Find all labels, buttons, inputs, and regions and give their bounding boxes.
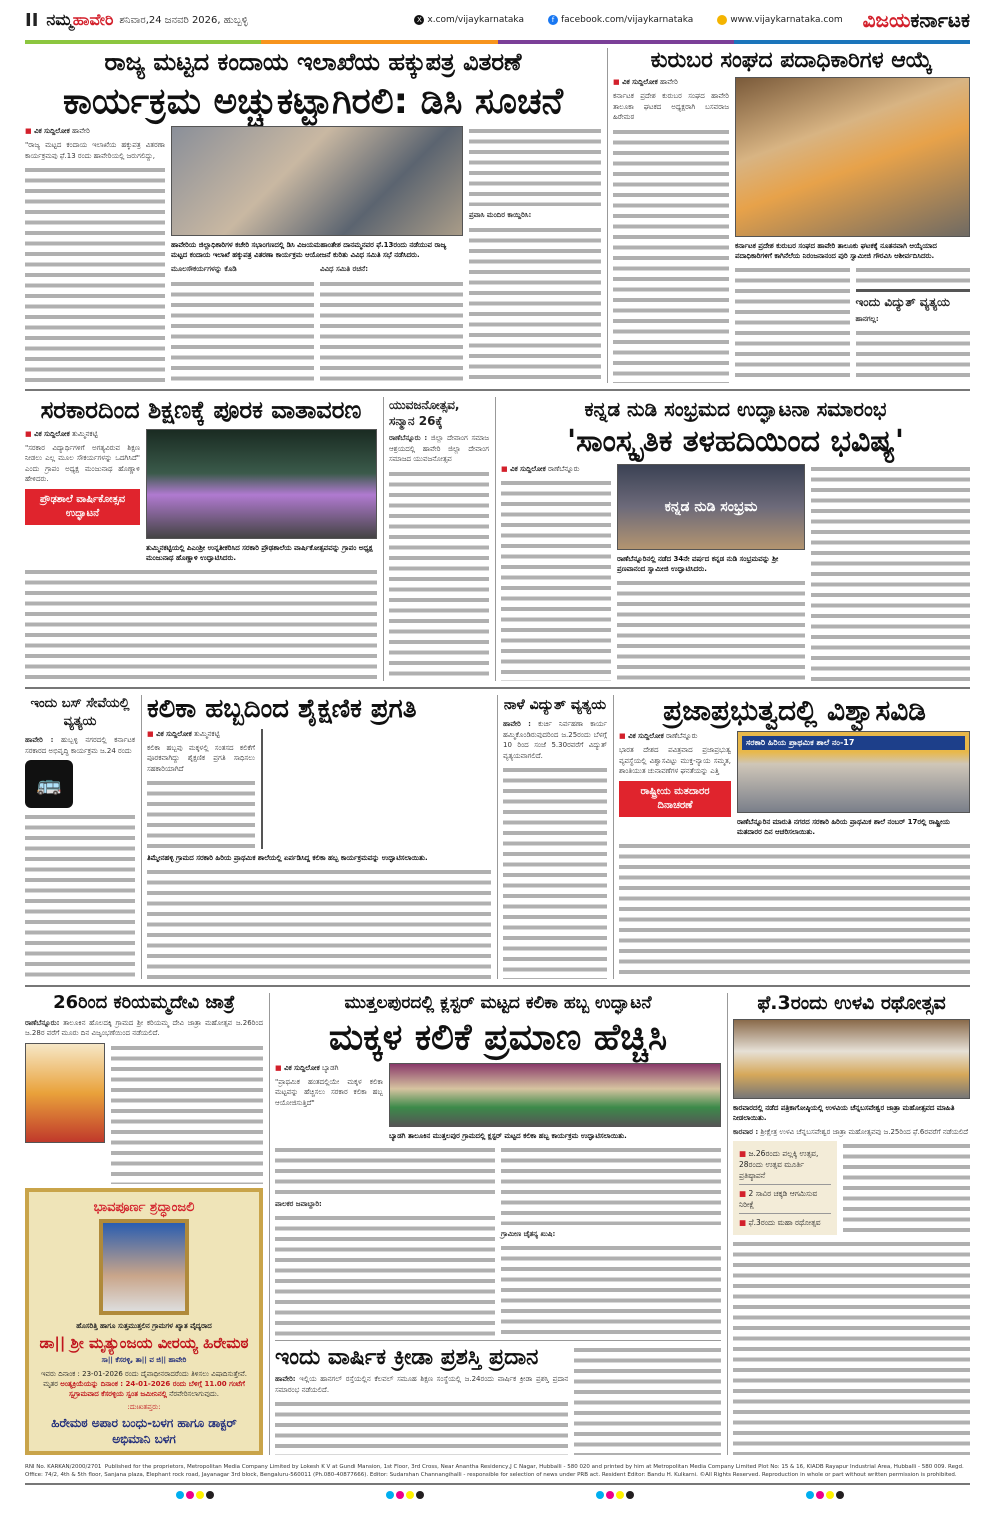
story4-lead: ಜಿಲ್ಲಾ ದೇವಾಂಗ ಸಮಾಜ ಆಶ್ರಯದಲ್ಲಿ ಹಾವೇರಿ ಜಿಲ್ಲಾ ದೇವಾಂಗ ಸಮಾಜದ ಯುವಜನೋತ್ಸವ	[389, 434, 489, 463]
story7-photo	[261, 729, 263, 849]
story1-subhead1: ಮೂಲಸೌಕರ್ಯಗಳನ್ನು ಕೊಡಿ	[171, 265, 237, 274]
story8-headline: ನಾಳೆ ವಿದ್ಯುತ್ ವ್ಯತ್ಯಯ	[503, 697, 607, 713]
story11	[269, 993, 721, 1455]
story9-photo	[737, 731, 970, 813]
section-rule	[25, 985, 970, 987]
story13-lead-text: ಶ್ರೀಕ್ಷೇತ್ರ ಉಳವಿ ಚೆನ್ನಬಸವೇಶ್ವರ ಜಾತ್ರಾ ಮಹೋತ್ಸವವು ಜ.25ರಿಂದ ಫೆ.6ರವರೆಗೆ ನಡೆಯಲಿದೆ	[760, 1127, 969, 1136]
story11-byline	[275, 1063, 383, 1073]
story10	[25, 993, 263, 1455]
story1-caption: ಹಾವೇರಿಯ ಜಿಲ್ಲಾಧಿಕಾರಿಗಳ ಕಚೇರಿ ಸಭಾಂಗಣದಲ್ಲಿ ಡಿಸಿ ವಿಜಯಮಹಾಂತೇಶ ದಾನಮ್ಮನವರ ಫೆ.13ರಂದು ನಡೆಯುವ ರಾಜ್ಯ ಮಟ್ಟದ ಕಂದಾಯ ಇಲಾಖೆ ಹಕ್ಕುಪತ್ರ ವಿತರಣಾ ಕಾರ್ಯಕ್ರಮ ಆಯೋಜನೆ ಕುರಿತು ವಿವಿಧ ಸಮಿತಿ ಸಭೆ ನಡೆಸಿದರು.	[171, 241, 447, 260]
mourners-names: ಹಿರೇಮಠ ಅಪಾರ ಬಂಧು-ಬಳಗ ಹಾಗೂ ಡಾಕ್ಟರ್ ಅಭಿಮಾನಿ ಬಳಗ	[51, 1416, 237, 1446]
obituary-body1: ಇವರು ದಿನಾಂಕ : 23-01-2026 ರಂದು ದೈವಾಧೀನರಾದರೆಂದು ತಿಳಿಸಲು ವಿಷಾದಿಸುತ್ತೇವೆ. ಮೃತರ	[41, 1370, 247, 1388]
byline: ■ ವಿಕ ಸುದ್ದಿಲೋಕ	[275, 1064, 320, 1072]
byline: ■ ವಿಕ ಸುದ್ದಿಲೋಕ	[619, 732, 664, 740]
obituary-body3: ನೆರವೇರಿಸಲಾಗುವುದು.	[169, 1390, 219, 1398]
power-cut-text	[856, 328, 971, 383]
story10-lead-text: ತಾಲೂಕಿನ ಹೊಲದಕ್ಕಿ ಗ್ರಾಮದ ಶ್ರೀ ಕರಿಯಮ್ಮ ದೇವಿ ಜಾತ್ರಾ ಮಹೋತ್ಸವ ಜ.26ರಿಂದ ಜ.28ರ ವರೆಗೆ ಮೂರು ದಿನ ವಿಜೃಂಭಣೆಯಿಂದ ನಡೆಯಲಿದೆ.	[25, 1018, 263, 1038]
story1-text-col1	[25, 165, 165, 383]
story5-headline: 'ಸಾಂಸ್ಕೃತಿಕ ತಳಹದಿಯಿಂದ ಭವಿಷ್ಯ'	[566, 424, 905, 459]
story13-lead	[733, 1127, 970, 1138]
highlights-box	[733, 1141, 837, 1235]
power-cut-box	[856, 265, 971, 383]
story9-headline: ಪ್ರಜಾಪ್ರಭುತ್ವದಲ್ಲಿ ವಿಶ್ವಾಸವಿಡಿ	[663, 694, 926, 727]
imprint-text: Published for the proprietors, Metropolitan Media Company Limited by Lokesh K V at Gundi Mansion, 1st Floor, 3rd Cross, Near Anantha Residency,J C Nagar, Hubballi - 580 020 and printed by him at Metropolitan Media Company Limited Plot No: 15 & 16, KIADB Rayapur Industrial Area, Hubballi - 580 009. Regd. Office: 74/2, 4th & 5th floor, Sanjana plaza, Elephant rock road, Jayanagar 3rd block, Bengaluru-560011 (Ph.080-40877666). Editor: Sudarshan Channangihalli - responsible for selection of news under PRB act. Resident Editor: Bandu H. Kulkarni. ©All Rights Reserved. Reproduction in whole or part without written permission is prohibited.	[25, 1464, 964, 1478]
mourners-label: :ದುಃಖತಪ್ತರು:	[127, 1403, 161, 1411]
story6-headline: ಇಂದು ಬಸ್ ಸೇವೆಯಲ್ಲಿ ವ್ಯತ್ಯಯ	[30, 696, 130, 729]
story10-text	[111, 1043, 263, 1184]
highlight-item: ■ ಜ.26ರಂದು ಪಲ್ಲಕ್ಕಿ ಉತ್ಸವ, 28ರಂದು ಉತ್ಸವ ಮೂರ್ತಿ ಪ್ರತಿಷ್ಠಾಪನೆ	[739, 1145, 831, 1185]
story13-text-col2	[843, 1141, 970, 1235]
section-title	[46, 10, 113, 30]
place: ಹಾವೇರಿ	[71, 127, 90, 136]
story7-text	[147, 867, 491, 979]
story12-headline: ಇಂದು ವಾರ್ಷಿಕ ಕ್ರೀಡಾ ಪ್ರಶಸ್ತಿ ಪ್ರದಾನ	[275, 1345, 539, 1370]
story1-byline	[25, 126, 165, 136]
story12-text	[275, 1399, 568, 1455]
story9-text	[619, 841, 970, 979]
story1-headline: ಕಾರ್ಯಕ್ರಮ ಅಚ್ಚುಕಟ್ಟಾಗಿರಲಿ: ಡಿಸಿ ಸೂಚನೆ	[62, 80, 564, 122]
facebook-link[interactable]	[548, 15, 693, 25]
story3-byline	[25, 429, 140, 439]
power-cut-title: ಇಂದು ವಿದ್ಯುತ್ ವ್ಯತ್ಯಯ	[856, 289, 971, 309]
byline: ■ ವಿಕ ಸುದ್ದಿಲೋಕ	[147, 730, 192, 738]
x-icon: X	[414, 15, 424, 25]
story5-text-col1	[501, 478, 611, 682]
masthead	[25, 0, 970, 40]
bus-icon: 🚌	[25, 760, 73, 808]
place: ಹಾವೇರಿ :	[503, 720, 531, 728]
story11-headline: ಮಕ್ಕಳ ಕಲಿಕೆ ಪ್ರಮಾಣ ಹೆಚ್ಚಿಸಿ	[328, 1017, 668, 1059]
obituary-body	[33, 1369, 255, 1399]
place: ಹಾವೇರಿ	[659, 78, 678, 87]
story11-kicker: ಮುತ್ತಲಪುರದಲ್ಲಿ ಕ್ಲಸ್ಟರ್ ಮಟ್ಟದ ಕಲಿಕಾ ಹಬ್ಬ ಉದ್ಘಾಟನೆ	[344, 993, 652, 1013]
place: ರಾಣೆಬೆನ್ನೂರು:	[25, 1018, 60, 1027]
story13-text	[733, 1239, 970, 1455]
web-link-text: www.vijaykarnataka.com	[730, 15, 843, 25]
story1-subhead2: ವಿವಿಧ ಸಮಿತಿ ರಚನೆ:	[320, 265, 369, 274]
byline: ■ ವಿಕ ಸುದ್ದಿಲೋಕ	[613, 78, 658, 86]
x-link[interactable]	[414, 15, 524, 25]
section-title-b: ಹಾವೇರಿ	[72, 10, 114, 29]
story11-subhead1: ಪಾಲಕರ ಜವಾಬ್ದಾರಿ:	[275, 1199, 322, 1208]
logo-part-b: ಕರ್ನಾಟಕ	[910, 8, 970, 32]
story1-photo	[171, 126, 463, 236]
story5-text-col2	[617, 578, 805, 682]
story2-text-col3	[856, 265, 971, 285]
story9-caption: ರಾಣೆಬೆನ್ನೂರಿನ ಮಾರುತಿ ನಗರದ ಸರಕಾರಿ ಹಿರಿಯ ಪ್ರಾಥಮಿಕ ಶಾಲೆ ನಂಬರ್ 17ರಲ್ಲಿ ರಾಷ್ಟ್ರೀಯ ಮತದಾರರ ದಿನ ಆಚರಿಸಲಾಯಿತು.	[737, 818, 950, 837]
story4-text	[389, 469, 489, 682]
registration-marks	[176, 1491, 214, 1499]
color-rule	[25, 40, 970, 44]
story11-text-a	[275, 1145, 495, 1195]
section-title-a: ನಮ್ಮ	[46, 10, 73, 29]
facebook-link-text: facebook.com/vijaykarnataka	[560, 15, 694, 25]
story3-text	[25, 567, 377, 681]
story11-text-a2	[275, 1213, 495, 1336]
story11-caption: ಬ್ಯಾಡಗಿ ತಾಲೂಕಿನ ಮುತ್ತಲಪುರ ಗ್ರಾಮದಲ್ಲಿ ಕ್ಲಸ್ಟರ್ ಮಟ್ಟದ ಕಲಿಕಾ ಹಬ್ಬ ಕಾರ್ಯಕ್ರಮ ಉದ್ಘಾಟಿಸಲಾಯಿತು.	[389, 1131, 627, 1140]
story12-text-col2	[574, 1345, 721, 1455]
story13-caption: ಕಾರವಾರದಲ್ಲಿ ನಡೆದ ಪತ್ರಿಕಾಗೋಷ್ಠಿಯಲ್ಲಿ ಉಳವಿಯ ಚೆನ್ನಬಸವೇಶ್ವರ ಜಾತ್ರಾ ಮಹೋತ್ಸವದ ಮಾಹಿತಿ ನೀಡಲಾಯಿತು.	[733, 1103, 955, 1122]
story13	[727, 993, 970, 1455]
obituary-title: ಭಾವಪೂರ್ಣ ಶ್ರದ್ಧಾಂಜಲಿ	[93, 1200, 195, 1215]
story7-byline	[147, 729, 255, 739]
story1-subhead3: ಪ್ರವಾಸಿ ಮಂದಿರ ಕಾಯ್ದಿರಿಸಿ:	[469, 211, 532, 220]
story12-lead: ಇಲ್ಲಿಯ ಹಾನಗಲ್ ರಸ್ತೆಯಲ್ಲಿನ ಕೆಲವಲ್ ಸಮೂಹ ಶಿಕ್ಷಣ ಸಂಸ್ಥೆಯಲ್ಲಿ ಜ.24ರಂದು ವಾರ್ಷಿಕ ಕ್ರೀಡಾ ಪ್ರಶಸ್ತಿ ಪ್ರದಾನ ಸಮಾರಂಭ ನಡೆಯಲಿದೆ.	[275, 1375, 569, 1394]
story7-caption: ತಿಮ್ಮೇನಹಳ್ಳಿ ಗ್ರಾಮದ ಸರಕಾರಿ ಹಿರಿಯ ಪ್ರಾಥಮಿಕ ಶಾಲೆಯಲ್ಲಿ ಏರ್ಪಡಿಸಿದ್ದ ಕಲಿಕಾ ಹಬ್ಬ ಕಾರ್ಯಕ್ರಮವನ್ನು ಉದ್ಘಾಟಿಸಲಾಯಿತು.	[147, 853, 428, 862]
obituary-ad	[25, 1188, 263, 1455]
place: ಹಾನಗಲ್ಲ:	[855, 314, 879, 323]
obituary-body2: ಅಂತ್ಯಕ್ರಿಯೆಯನ್ನು ದಿನಾಂಕ : 24-01-2026 ರಂದು ಬೆಳಿಗ್ಗೆ 11.00 ಗಂಟೆಗೆ ಸ್ವಗ್ರಾಮವಾದ ಕೆಸರಳ್ಳಿಯ ಸ್ವಂತ ಜಮೀನಿನಲ್ಲಿ	[60, 1380, 245, 1398]
place: ಹಾವೇರಿ:	[275, 1375, 296, 1384]
rni-number: RNI No. KARKAN/2000/2701	[25, 1464, 102, 1470]
story13-headline: ಫೆ.3ರಂದು ಉಳವಿ ರಥೋತ್ಸವ	[757, 992, 946, 1014]
story11-photo	[389, 1063, 721, 1127]
web-link[interactable]	[717, 15, 842, 25]
page-number: II	[25, 9, 39, 31]
place: ಕಾರವಾರ :	[733, 1127, 759, 1136]
story1-text-col4	[469, 126, 601, 206]
story5-caption: ರಾಣೆಬೆನ್ನೂರಿನಲ್ಲಿ ನಡೆದ 34ನೇ ವರ್ಷದ ಕನ್ನಡ ನುಡಿ ಸಂಭ್ರಮವನ್ನು ಶ್ರೀ ಪ್ರಣವಾನಂದ ಸ್ವಾಮೀಜಿ ಉದ್ಘಾಟಿಸಿದರು.	[617, 554, 779, 573]
x-link-text: x.com/vijaykarnataka	[427, 15, 524, 25]
story8-text	[503, 765, 607, 979]
newspaper-logo	[863, 8, 970, 32]
byline: ■ ವಿಕ ಸುದ್ದಿಲೋಕ	[25, 127, 70, 135]
story8-lead: ಕುರ್ಚಿ ನಿರ್ವಹಣಾ ಕಾರ್ಯ ಹಮ್ಮಿಕೊಂಡಿರುವುದರಿಂದ ಜ.25ರಂದು ಬೆಳಗ್ಗೆ 10 ರಿಂದ ಸಂಜೆ 5.30ರವರೆಗೆ ವಿದ್ಯುತ್ ವ್ಯತ್ಯಯವಾಗಲಿದೆ.	[503, 720, 607, 760]
story11-subhead2: ಗ್ರಾಮೀಣ ಚೈತನ್ಯ ಖುಷಿ:	[501, 1229, 556, 1238]
story1-kicker: ರಾಜ್ಯ ಮಟ್ಟದ ಕಂದಾಯ ಇಲಾಖೆಯ ಹಕ್ಕುಪತ್ರ ವಿತರಣೆ	[104, 48, 522, 76]
registration-marks	[596, 1491, 634, 1499]
registration-marks	[386, 1491, 424, 1499]
story7-text-col1	[147, 778, 255, 849]
story6-lead: ಹುಬ್ಬಳ್ಳಿ ನಗರದಲ್ಲಿ ಕರ್ನಾಟಕ ಸರಕಾರದ ಅಭಿವೃದ್ಧಿ ಕಾರ್ಯಕ್ರಮ ಜ.24 ರಂದು	[25, 736, 135, 755]
section-1	[25, 44, 970, 387]
highlight-item: ■ ಫೆ.3ರಂದು ಮಹಾ ರಥೋತ್ಸವ	[739, 1214, 831, 1231]
stage-banner: ಕನ್ನಡ ನುಡಿ ಸಂಭ್ರಮ	[664, 498, 758, 515]
story11-text-b	[501, 1145, 721, 1225]
story3-headline: ಸರಕಾರದಿಂದ ಶಿಕ್ಷಣಕ್ಕೆ ಪೂರಕ ವಾತಾವರಣ	[40, 396, 362, 424]
story1-text-col3	[320, 279, 463, 383]
story2-caption: ಕರ್ನಾಟಕ ಪ್ರದೇಶ ಕುರುಬರ ಸಂಘದ ಹಾವೇರಿ ತಾಲೂಕು ಘಟಕಕ್ಕೆ ನೂತನವಾಗಿ ಆಯ್ಕೆಯಾದ ಪದಾಧಿಕಾರಿಗಳಿಗೆ ಕಾಗಿನೆಲೆಯ ನಿರಂಜನಾನಂದ ಪುರಿ ಸ್ವಾಮೀಜಿ ಗೌರವಿಸಿ ಆಶೀರ್ವದಿಸಿದರು.	[735, 242, 937, 261]
story1	[25, 48, 601, 383]
school-anniversary-badge: ಪ್ರೌಢಶಾಲೆ ವಾರ್ಷಿಕೋತ್ಸವ ಉದ್ಘಾಟನೆ	[25, 489, 140, 525]
deceased-name: ಡಾ|| ಶ್ರೀ ಮೃತ್ಯುಂಜಯ ವೀರಯ್ಯ ಹಿರೇಮಠ	[39, 1334, 249, 1352]
story10-lead	[25, 1018, 263, 1039]
section-2	[25, 393, 970, 685]
school-signboard: ಸರಕಾರಿ ಹಿರಿಯ ಪ್ರಾಥಮಿಕ ಶಾಲೆ ನಂ-17	[742, 736, 965, 750]
story1-text-col4b	[469, 225, 601, 383]
story10-headline: 26ರಿಂದ ಕರಿಯಮ್ಮದೇವಿ ಜಾತ್ರೆ	[53, 992, 235, 1013]
section-4	[25, 989, 970, 1459]
story4-headline: ಯುವಜನೋತ್ಸವ, ಸನ್ಮಾನ 26ಕ್ಕೆ	[389, 398, 460, 428]
place: ತುಮ್ಮಿನಕಟ್ಟಿ	[71, 429, 98, 438]
portrait-photo	[99, 1219, 189, 1315]
story3-lead: "ಸರಕಾರ ವಿದ್ಯಾರ್ಥಿಗಳಿಗೆ ಅಗತ್ಯವಿರುವ ಶಿಕ್ಷಣ ನೀಡಲು ಎಲ್ಲ ಮೂಲ ಸೌಕರ್ಯಗಳನ್ನು ಒದಗಿಸಿದೆ" ಎಂದು ಗ್ರಾಪಂ ಅಧ್ಯಕ್ಷ ಮಂಜುನಾಥ ಹೊಣ್ಣಾಳಿ ಹೇಳಿದರು.	[25, 443, 140, 484]
story5-kicker: ಕನ್ನಡ ನುಡಿ ಸಂಭ್ರಮದ ಉದ್ಘಾಟನಾ ಸಮಾರಂಭ	[584, 397, 887, 421]
place: ರಾಣೆಬೆನ್ನೂರು :	[389, 434, 428, 442]
voters-day-badge: ರಾಷ್ಟ್ರೀಯ ಮತದಾರರ ದಿನಾಚರಣೆ	[619, 781, 731, 817]
place: ಬ್ಯಾಡಗಿ	[321, 1063, 339, 1072]
obituary-line1: ಹೊಸರಿತ್ತಿ ಹಾಗೂ ಸುತ್ತಮುತ್ತಲಿನ ಗ್ರಾಮಗಳ ಖ್ಯಾತ ವೈದ್ಯರಾದ	[76, 1322, 212, 1330]
story5-text-col3	[811, 464, 970, 682]
story6-text	[25, 812, 135, 979]
story3-caption: ತುಮ್ಮಿನಕಟ್ಟಿಯಲ್ಲಿ ಪಿಎಂಶ್ರೀ ಉನ್ನತೀಕರಿಸಿದ ಸರಕಾರಿ ಪ್ರೌಢಶಾಲೆಯ ವಾರ್ಷಿಕೋತ್ಸವವನ್ನು ಗ್ರಾಪಂ ಅಧ್ಯಕ್ಷ ಮಂಜುನಾಥ ಹೊಣ್ಣಾಳಿ ಉದ್ಘಾಟಿಸಿದರು.	[146, 543, 373, 562]
place: ರಾಣೆಬೆನ್ನೂರು	[665, 732, 698, 741]
story1-lead: "ರಾಜ್ಯ ಮಟ್ಟದ ಕಂದಾಯ ಇಲಾಖೆಯ ಹಕ್ಕುಪತ್ರ ವಿತರಣಾ ಕಾರ್ಯಕ್ರಮವು ಫೆ.13 ರಂದು ಹಾವೇರಿಯಲ್ಲಿ ಜರುಗಲಿದ್ದು,	[25, 141, 165, 160]
story8	[497, 695, 607, 979]
byline: ■ ವಿಕ ಸುದ್ದಿಲೋಕ	[501, 465, 546, 473]
story5	[495, 397, 970, 681]
story-divider	[275, 1340, 721, 1341]
story5-photo	[617, 464, 805, 550]
story9-byline	[619, 731, 731, 741]
story5-byline	[501, 464, 611, 474]
story7	[141, 695, 491, 979]
logo-part-a: ವಿಜಯ	[862, 8, 911, 32]
story9-lead: ಭಾರತ ದೇಶದ ಪವಿತ್ರವಾದ ಪ್ರಜಾಪ್ರಭುತ್ವ ವ್ಯವಸ್ಥೆಯಲ್ಲಿ ವಿಶ್ವಾಸವಿಟ್ಟು ಮುಕ್ತ-ನ್ಯಾಯ ಸಮ್ಮತ, ಶಾಂತಿಯುತ ಚುನಾವಣೆಗಳ ಘನತೆಯನ್ನು ಎತ್ತಿ	[619, 746, 731, 776]
story11-text-b2	[501, 1243, 721, 1336]
story6	[25, 695, 135, 979]
story4	[383, 397, 489, 681]
facebook-icon: f	[548, 15, 558, 25]
story2-headline: ಕುರುಬರ ಸಂಘದ ಪದಾಧಿಕಾರಿಗಳ ಆಯ್ಕೆ	[650, 48, 933, 73]
registration-marks-row	[90, 1491, 930, 1499]
imprint-footer	[25, 1463, 970, 1485]
section-3	[25, 691, 970, 983]
section-rule	[25, 389, 970, 391]
section-rule	[25, 687, 970, 689]
story7-headline: ಕಲಿಕಾ ಹಬ್ಬದಿಂದ ಶೈಕ್ಷಣಿಕ ಪ್ರಗತಿ	[147, 694, 417, 724]
story2-byline	[613, 77, 729, 87]
goddess-image	[25, 1043, 105, 1143]
highlight-item: ■ 2 ಸಾವಿರ ಚಕ್ಕಡಿ ಆಗಮಿಸುವ ನಿರೀಕ್ಷೆ	[739, 1185, 831, 1214]
issue-date: ಶನಿವಾರ,24 ಜನವರಿ 2026, ಹುಬ್ಬಳ್ಳಿ	[119, 14, 248, 26]
story9	[613, 695, 970, 979]
place: ತುಮ್ಮಿನಕಟ್ಟಿ	[193, 729, 220, 738]
story1-text-col2	[171, 279, 314, 383]
story13-photo	[733, 1019, 970, 1099]
place: ರಾಣೆಬೆನ್ನೂರು	[547, 464, 580, 473]
byline: ■ ವಿಕ ಸುದ್ದಿಲೋಕ	[25, 430, 70, 438]
story11-lead: "ಪ್ರಾಥಮಿಕ ಹಂತದಲ್ಲಿಯೇ ಮಕ್ಕಳ ಕಲಿಕಾ ಮಟ್ಟವನ್ನು ಹೆಚ್ಚಿಸಲು ಸರಕಾರ ಕಲಿಕಾ ಹಬ್ಬ ಆಯೋಜಿಸುತ್ತಿದೆ"	[275, 1077, 383, 1107]
registration-marks	[806, 1491, 844, 1499]
deceased-address: ಸಾ|| ಕೆಸರಳ್ಳಿ, ತಾ|| ವ ಜಿ|| ಹಾವೇರಿ	[101, 1356, 187, 1364]
story3	[25, 397, 377, 681]
globe-icon	[717, 15, 727, 25]
place: ಹಾವೇರಿ :	[25, 736, 54, 744]
story2-text-col2	[735, 265, 850, 383]
story2-photo	[735, 77, 970, 237]
story3-photo	[146, 429, 377, 539]
story2-text-col1	[613, 127, 729, 383]
story2	[607, 48, 970, 383]
story7-lead: ಕಲಿಕಾ ಹಬ್ಬವು ಮಕ್ಕಳಲ್ಲಿ ಸಂತಸದ ಕಲಿಕೆಗೆ ಪೂರಕವಾಗಿದ್ದು ಶೈಕ್ಷಣಿಕ ಪ್ರಗತಿ ಸಾಧಿಸಲು ಸಹಕಾರಿಯಾಗಿದೆ	[147, 743, 255, 773]
story2-lead: ಕರ್ನಾಟಕ ಪ್ರದೇಶ ಕುರುಬರ ಸಂಘದ ಹಾವೇರಿ ತಾಲೂಕಾ ಘಟಕದ ಅಧ್ಯಕ್ಷರಾಗಿ ಬಸವರಾಜ ಹಿರೇಮಠ	[613, 92, 729, 122]
